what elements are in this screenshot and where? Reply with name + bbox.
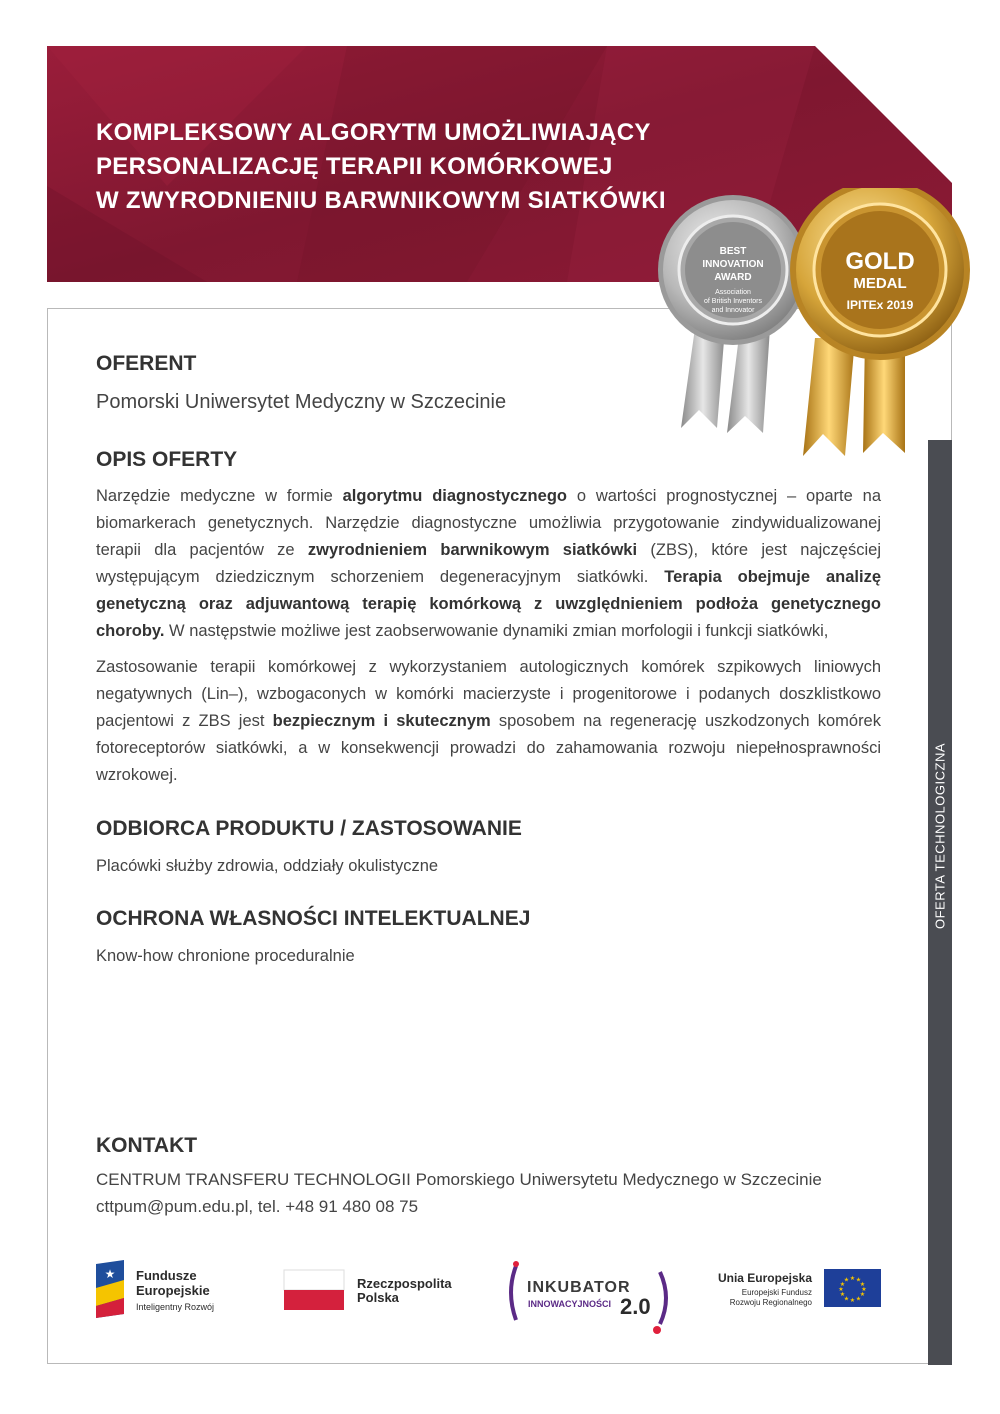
kontakt-line-1: CENTRUM TRANSFERU TECHNOLOGII Pomorskiego Uniwersytetu Medycznego w Szczecinie — [96, 1170, 822, 1189]
section-opis — [96, 446, 881, 789]
fundusze-europejskie-logo — [96, 1260, 214, 1318]
odbiorca-value: Placówki służby zdrowia, oddziały okulistyczne — [96, 857, 439, 875]
funding-logos — [92, 1258, 892, 1338]
section-odbiorca — [96, 815, 881, 880]
ue-line1: Unia Europejska — [717, 1271, 812, 1285]
sidebar-label: OFERTA TECHNOLOGICZNA — [932, 742, 948, 930]
rp-line1: Rzeczpospolita — [357, 1276, 452, 1291]
rp-line2: Polska — [357, 1290, 399, 1305]
svg-text:★: ★ — [855, 1295, 862, 1303]
fe-line1: Fundusze — [136, 1268, 197, 1283]
page-title — [96, 116, 736, 218]
silver-medal-line1: BEST — [719, 246, 747, 257]
silver-medal-line6: and Innovator — [711, 307, 755, 314]
opis-p1-text-1: Narzędzie medyczne w formie — [96, 487, 343, 505]
title-line-3: W ZWYRODNIENIU BARWNIKOWYM SIATKÓWKI — [96, 187, 666, 214]
gold-medal-line2: MEDAL — [853, 275, 907, 292]
silver-medal-line2: INNOVATION — [702, 259, 764, 270]
svg-text:★: ★ — [843, 1295, 850, 1303]
opis-p1-bold-1: algorytmu diagnostycznego — [342, 487, 567, 505]
title-line-2: PERSONALIZACJĘ TERAPII KOMÓRKOWEJ — [96, 153, 613, 180]
svg-text:★: ★ — [839, 1281, 846, 1288]
kontakt-line-2[interactable]: cttpum@pum.edu.pl, tel. +48 91 480 08 75 — [96, 1197, 419, 1216]
gold-medal-line3: IPITEx 2019 — [846, 298, 914, 312]
svg-text:★: ★ — [859, 1291, 866, 1298]
ink-num: 2.0 — [620, 1294, 651, 1319]
oferent-heading: OFERENT — [96, 352, 197, 375]
ue-line2: Europejski Fundusz — [741, 1288, 812, 1297]
ue-line3: Rozwoju Regionalnego — [729, 1298, 812, 1307]
svg-text:★: ★ — [838, 1286, 844, 1293]
svg-text:★: ★ — [861, 1286, 867, 1293]
section-ochrona — [96, 905, 881, 970]
inkubator-logo — [511, 1261, 666, 1334]
section-kontakt — [96, 1132, 881, 1220]
opis-p2-bold-1: bezpiecznym i skutecznym — [272, 712, 491, 730]
ink-line2: INNOWACYJNOŚCI — [528, 1299, 612, 1309]
svg-text:★: ★ — [839, 1291, 846, 1298]
section-oferent — [96, 350, 881, 414]
svg-text:★: ★ — [843, 1276, 850, 1284]
opis-p1-text-3: (ZBS), które jest najczęściej występującym dziedzicznym schorzeniem degeneracyjnym siatkówki. — [96, 541, 881, 586]
opis-paragraph-1 — [96, 483, 881, 645]
opis-paragraph-2 — [96, 654, 881, 789]
svg-text:★: ★ — [859, 1281, 866, 1288]
fe-line2: Europejskie — [136, 1283, 210, 1298]
unia-europejska-logo — [718, 1269, 881, 1307]
gold-medal-line1: GOLD — [845, 248, 915, 275]
kontakt-heading: KONTAKT — [96, 1134, 198, 1157]
opis-p1-text-4: W następstwie możliwe jest zaobserwowanie dynamiki zmian morfologii i funkcji siatkówki, — [164, 622, 829, 640]
svg-text:★: ★ — [855, 1276, 862, 1284]
odbiorca-heading: ODBIORCA PRODUKTU / ZASTOSOWANIE — [96, 817, 522, 840]
opis-heading: OPIS OFERTY — [96, 448, 238, 471]
svg-text:★: ★ — [104, 1267, 116, 1281]
fe-line3: Inteligentny Rozwój — [136, 1302, 215, 1312]
silver-medal-line5: of British Inventors — [704, 298, 762, 305]
silver-medal-line3: AWARD — [714, 272, 752, 283]
silver-medal-line4: Association — [715, 289, 751, 296]
opis-p1-text-2: o wartości prognostycznej – oparte na biomarkerach genetycznych. Narzędzie diagnostyczne umożliwia przygotowanie zindywidualizowanej terapii dla pacjentów ze — [96, 487, 882, 559]
rzeczpospolita-polska-logo — [284, 1270, 452, 1310]
ochrona-heading: OCHRONA WŁASNOŚCI INTELEKTUALNEJ — [96, 907, 531, 930]
oferent-value: Pomorski Uniwersytet Medyczny w Szczecinie — [96, 391, 507, 413]
svg-text:★: ★ — [849, 1275, 856, 1282]
award-medals — [655, 188, 975, 463]
opis-p2-text-1: Zastosowanie terapii komórkowej z wykorzystaniem autologicznych komórek szpikowych liniowych negatywnych (Lin–), wzbogaconych w komórki macierzyste i progenitorowe i podanych doszklistkowo pacjentowi z ZBS jest — [96, 658, 881, 730]
svg-text:★: ★ — [849, 1297, 856, 1304]
opis-p1-bold-2: zwyrodnieniem barwnikowym siatkówki — [307, 541, 638, 559]
ink-line1: INKUBATOR — [527, 1279, 631, 1296]
opis-p2-text-2: sposobem na regenerację uszkodzonych komórek fotoreceptorów siatkówki, a w konsekwencji prowadzi do zahamowania rozwoju niepełnosprawności wzrokowej. — [96, 712, 881, 784]
opis-p1-bold-3: Terapia obejmuje analizę genetyczną oraz adjuwantową terapię komórkową z uwzględnieniem podłoża genetycznego choroby. — [96, 568, 882, 640]
ochrona-value: Know-how chronione proceduralnie — [96, 947, 355, 965]
title-line-1: KOMPLEKSOWY ALGORYTM UMOŻLIWIAJĄCY — [96, 119, 651, 146]
